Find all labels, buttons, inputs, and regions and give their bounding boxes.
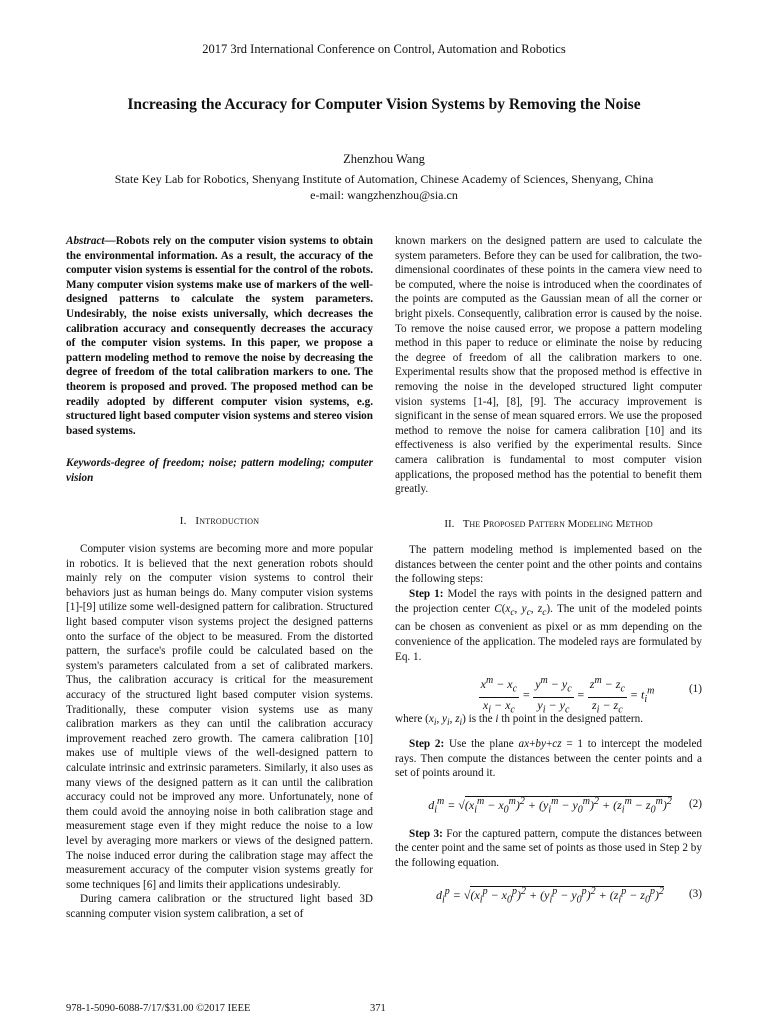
- where-text-b: is the: [468, 713, 493, 726]
- step-1-text-a: Model the rays with points in the designed pattern and the projection center: [395, 588, 702, 615]
- conference-name: 2017 3rd International Conference on Control, Automation and Robotics: [202, 42, 566, 56]
- email: e-mail: wangzhenzhou@sia.cn: [310, 187, 458, 202]
- step-1-text-b: . The unit of the modeled points can be chosen as convenient as pixel or as mm depending on the convenience of the application. The modeled rays are formulated by Eq. 1.: [395, 602, 703, 663]
- right-column: [395, 234, 702, 917]
- left-column: [66, 234, 373, 922]
- equation-3-number: (3): [688, 887, 702, 900]
- where-text-d: th point in the designed pattern.: [501, 713, 643, 726]
- step-1-label: Step 1:: [409, 588, 444, 601]
- intro-paragraph-2-continued: known markers on the designed pattern are used to calculate the system parameters. Before they can be used for calibration, the two-dimensional coordinates of these points in the camera view need to be computed, where the noise is introduced when the coordinates of the points are computed as the Gaussian mean of all the corner or bright pixels. Consequently, calibration error is caused by the noise. To remove the noise caused error, we propose a pattern modeling method in this paper to reduce or eliminate the noise by reducing the degree of freedom of all the calibration markers to one. Experimental results show that the proposed method is effective in removing the noise in the developed structured light computer vision systems [1-4], [8], [9]. The accuracy improvement is significant in the sense of mean squared errors. We use the proposed method to remove the noise for camera calibration [10] and its effectiveness is also verified by the experimental results. Since camera calibration is fundamental to most computer vision applications, the proposed method has the potential to benefit them greatly.: [395, 235, 702, 496]
- footer-isbn: 978-1-5090-6088-7/17/$31.00 ©2017 IEEE: [66, 1003, 251, 1014]
- abstract-text: Robots rely on the computer vision systems to obtain the environmental information. As a result, the accuracy of the computer vision systems is essential for the control of the robots. Many computer vision systems make use of markers of the well-designed patterns to calculate the system parameters. Undesirably, the noise exists universally, which decreases the calibration accuracy and consequently decreases the accuracy of the computer vision systems. In this paper, we propose a pattern modeling method to remove the noise by decreasing the degree of freedom of the total calibration markers to one. The theorem is proposed and proved. The proposed method can be readily adopted by different computer vision systems, e.g. structured light based computer vision systems and stereo vision based systems.: [66, 235, 373, 437]
- step-3-text: For the captured pattern, compute the distances between the center point and the same set of points as those used in Step 2 by the following equation.: [395, 827, 702, 870]
- equation-1-body: $\frac{x^m - x_c}{x_i - x_c}$ = $\frac{y^m - y_c}{y_i - y_c}$ = $\frac{z^m - z_c}{z_i - z_c}$ = $t_i^m$: [480, 675, 655, 716]
- page-number: 371: [370, 1003, 386, 1014]
- where-clause: where ($x_i$, $y_i$, $z_i$) is the i th point in the designed pattern.: [395, 713, 643, 729]
- section-title: Introduction: [195, 514, 260, 527]
- equation-2: [395, 789, 702, 819]
- section-number: II.: [444, 517, 455, 530]
- step-2: Step 2: Use the plane ax+by+cz = 1 to intercept the modeled rays. Then compute the distances between the center points and a set of points around it.: [395, 738, 703, 780]
- method-intro: The pattern modeling method is implemented based on the distances between the center point and the other points and contains the following steps:: [395, 544, 702, 586]
- abstract-label: Abstract—: [66, 235, 116, 247]
- step-2-text-b: to intercept the modeled rays. Then compute the distances between the center points and a set of points around it.: [395, 738, 703, 780]
- section-heading-introduction: [66, 514, 373, 529]
- intro-paragraph-2: During camera calibration or the structured light based 3D scanning computer vision system calibration, a set of: [66, 893, 373, 920]
- equation-2-number: (2): [688, 797, 702, 810]
- where-text-a: where: [395, 713, 423, 726]
- section-number: I.: [179, 514, 187, 527]
- section-title: The Proposed Pattern Modeling Method: [462, 517, 653, 530]
- equation-3: [395, 879, 702, 909]
- equation-1-number: (1): [688, 683, 702, 696]
- step-3: [395, 827, 702, 871]
- section-heading-method: [395, 517, 702, 532]
- projection-center-symbol: C: [494, 602, 502, 615]
- affiliation: State Key Lab for Robotics, Shenyang Institute of Automation, Chinese Academy of Sciences, Shenyang, China: [114, 172, 654, 186]
- step-2-text-a: Use the plane: [448, 738, 514, 751]
- paper-title: Increasing the Accuracy for Computer Vision Systems by Removing the Noise: [127, 96, 641, 113]
- intro-paragraph-1: Computer vision systems are becoming more and more popular in robotics. It is believed that the next generation robots should mainly rely on the computer vision systems to control their behaviors just as human beings do. Many computer vision systems [1]-[9] utilize some well-designed pattern for calibration. Structured light based computer vison systems project the designed patterns onto the surface of the object to be measured. From the distorted pattern, the surface's profile could be calculated based on the system's parameters calculated from a set of calibrated markers. Thus, the calibration accuracy is critical for the measurement accuracy of the structured light based computer vision systems. Traditionally, these computer vision systems use as many calibration markers as they can until the calibration accuracy improvement reached zero growth. The camera calibration [10] makes use of multiple views of the well-designed pattern to calculate intrinsic and extrinsic parameters. Similarly, it also uses as many views of the designed pattern as it can until the calibration accuracy could not be improved any more. Unfortunately, none of them could avoid the annoying noise in both calibration stage and measurement stage even if they might reduce the noise to a low level by averaging more markers or views of the designed pattern. The noise induced error during the calibration stage may affect the measurement accuracy of the computer vision systems greatly for some techniques [6] and limits their applications undesirably.: [66, 543, 373, 891]
- equation-1: [395, 670, 702, 716]
- step-3-label: Step 3:: [409, 827, 443, 840]
- step-2-label: Step 2:: [409, 738, 445, 751]
- abstract: [66, 234, 373, 438]
- author-name: Zhenzhou Wang: [343, 152, 425, 166]
- step-1: Step 1: Model the rays with points in the designed pattern and the projection center $C(x_c$, $y_c$, $z_c$). The unit of the modeled points can be chosen as convenient as pixel or as mm depending on the convenience of the application. The modeled rays are formulated by Eq. 1.: [395, 588, 703, 663]
- where-text-c: i: [495, 713, 499, 726]
- equation-3-body: $d_i^p = √(x_i^p - x_0^p)^2 + (y_i^p - y_0^p)^2 + (z_i^p - z_0^p)^2$: [436, 885, 664, 906]
- keywords: Keywords-degree of freedom; noise; pattern modeling; computer vision: [66, 457, 373, 484]
- affiliation-block: [0, 172, 768, 203]
- equation-2-body: $d_i^m = √(x_i^m - x_0^m)^2 + (y_i^m - y_0^m)^2 + (z_i^m - z_0^m)^2$: [428, 795, 672, 816]
